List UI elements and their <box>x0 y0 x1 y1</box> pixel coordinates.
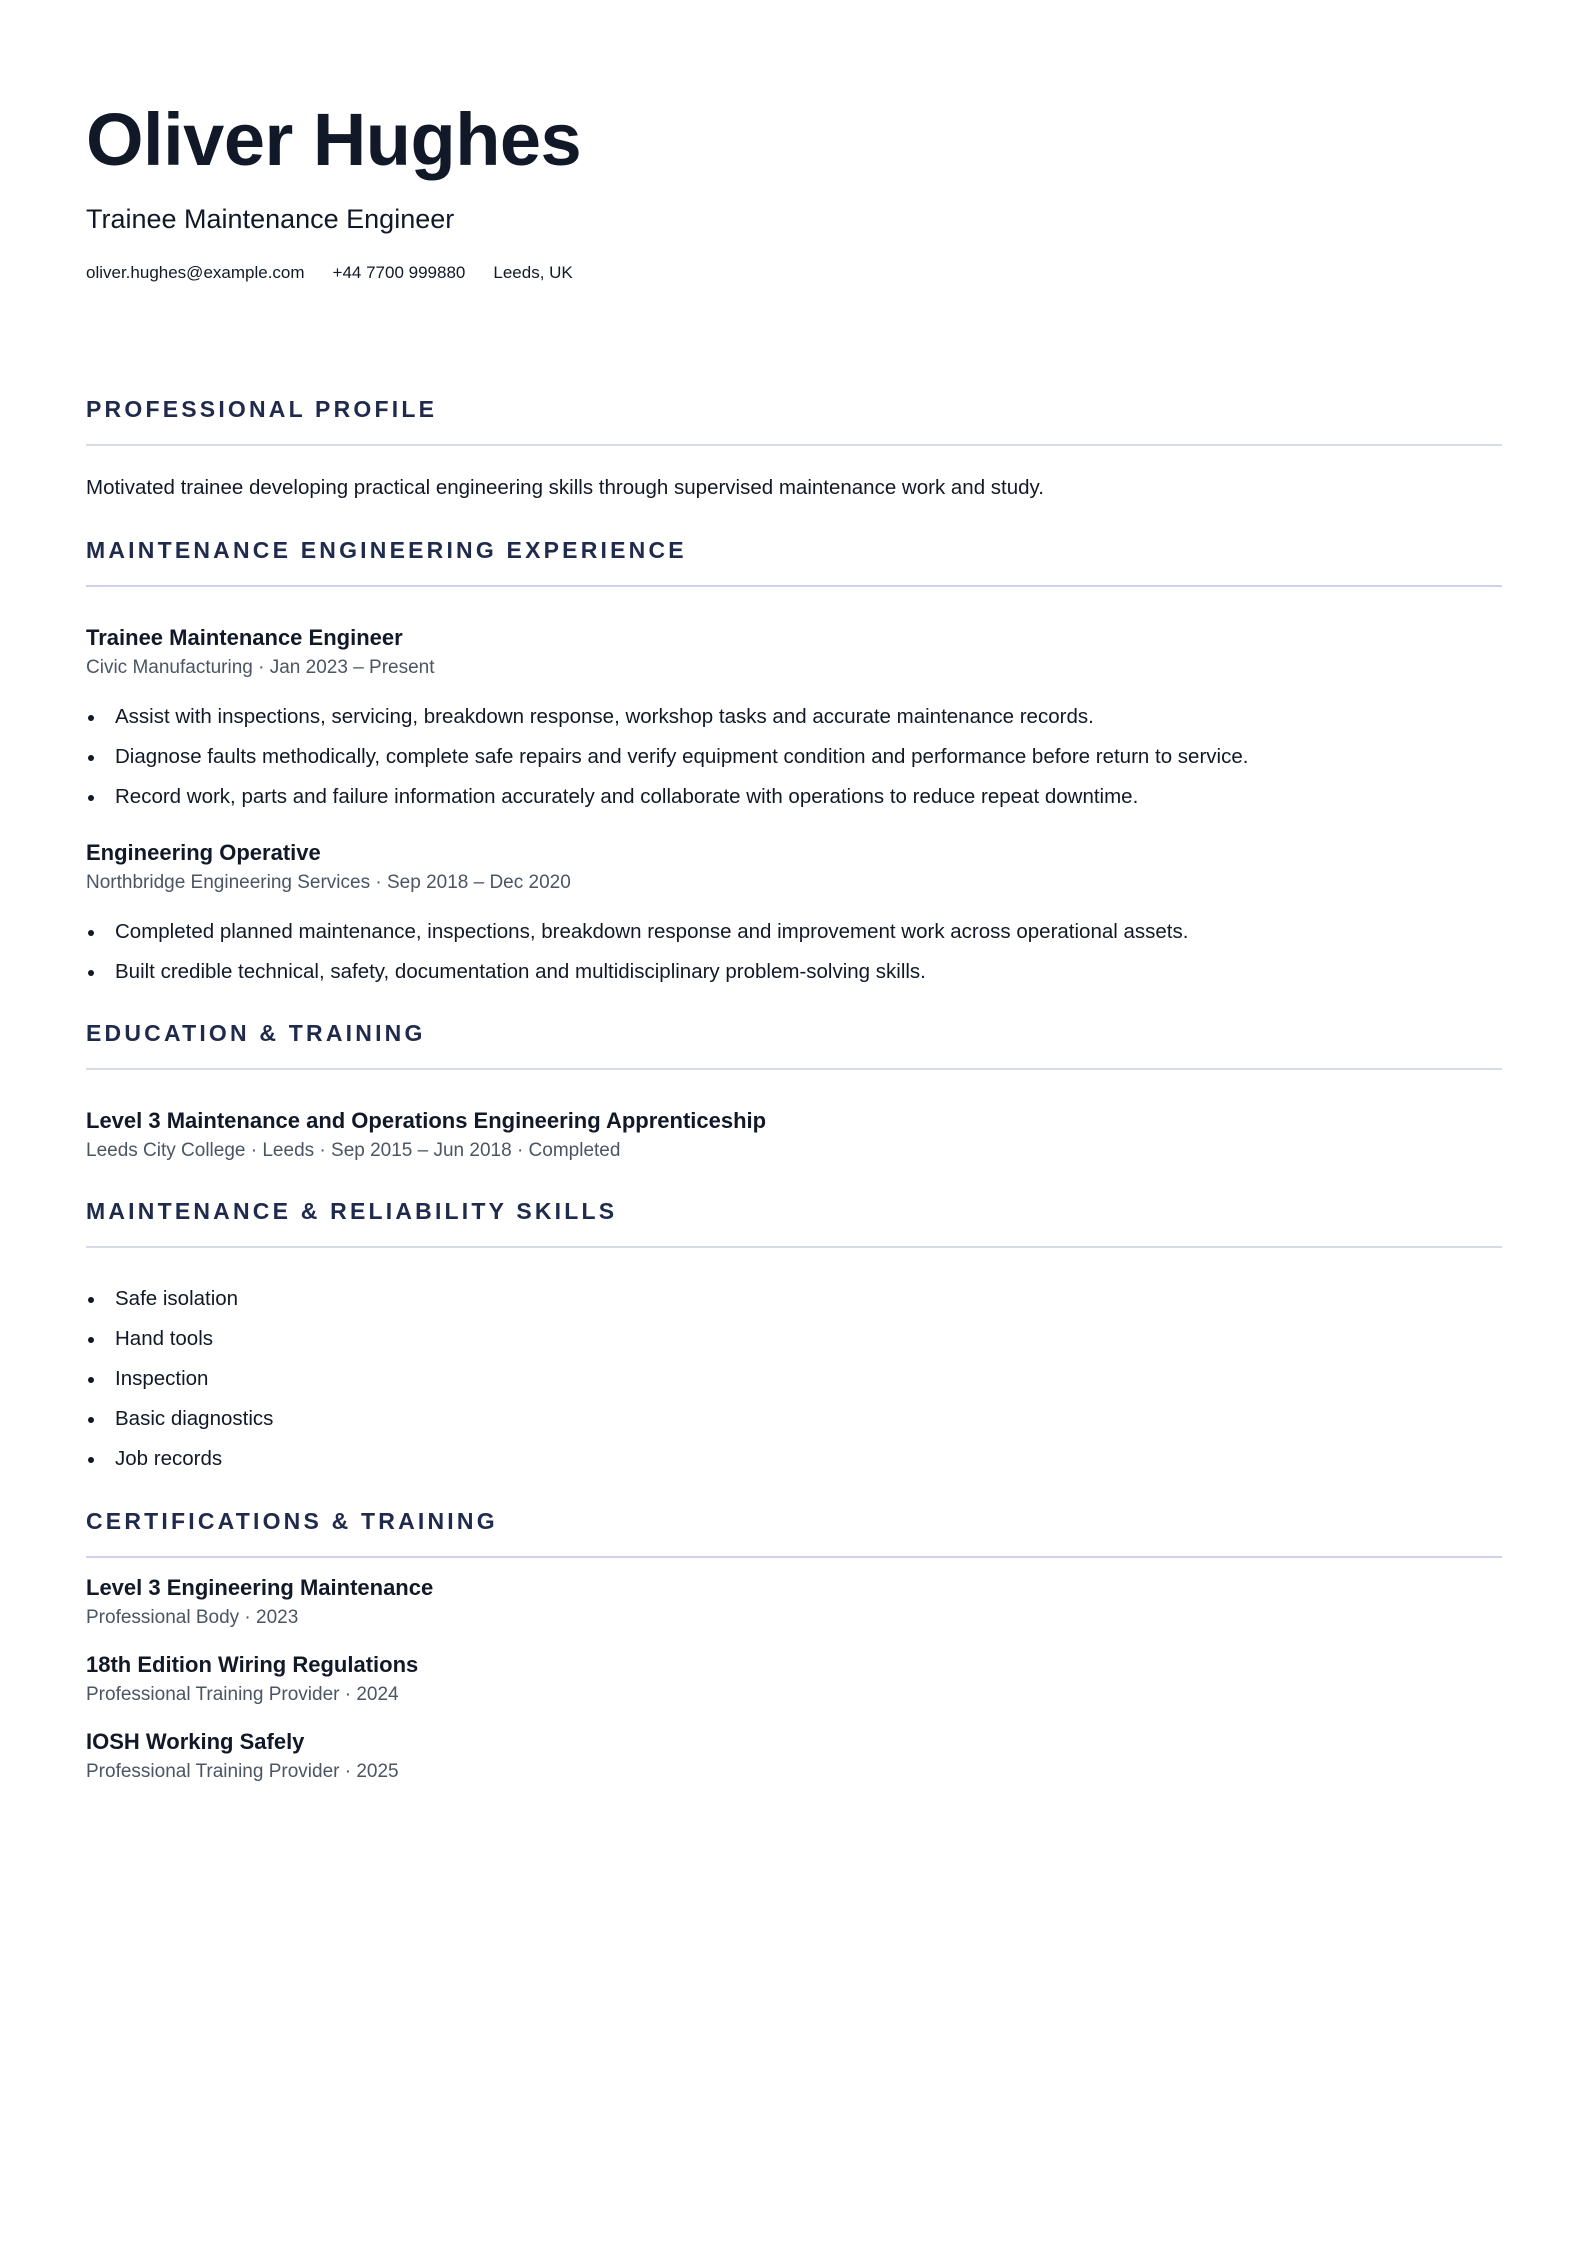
certifications-heading: CERTIFICATIONS & TRAINING <box>86 1508 498 1534</box>
profile-summary: Motivated trainee developing practical engineering skills through supervised maintenance work and study. <box>86 476 1044 499</box>
certification-meta: Professional Body · 2023 <box>86 1607 299 1628</box>
skill-item: Inspection <box>86 1365 1502 1393</box>
skill-item: Job records <box>86 1445 1502 1473</box>
section-divider <box>86 1246 1502 1248</box>
certification-name: Level 3 Engineering Maintenance <box>86 1575 434 1600</box>
education-heading: EDUCATION & TRAINING <box>86 1020 426 1046</box>
job-meta: Civic Manufacturing · Jan 2023 – Present <box>86 657 435 678</box>
profile-heading: PROFESSIONAL PROFILE <box>86 396 438 422</box>
section-divider <box>86 1556 1502 1558</box>
profile-section <box>86 394 1502 502</box>
job-entry <box>86 839 1502 986</box>
certification-entry <box>86 1728 1502 1785</box>
job-meta: Northbridge Engineering Services · Sep 2018 – Dec 2020 <box>86 872 571 893</box>
experience-heading: MAINTENANCE ENGINEERING EXPERIENCE <box>86 537 687 563</box>
certification-name: IOSH Working Safely <box>86 1729 305 1754</box>
skill-item: Hand tools <box>86 1325 1502 1353</box>
candidate-name: Oliver Hughes <box>86 98 582 181</box>
job-bullet: Completed planned maintenance, inspections, breakdown response and improvement work across operational assets. <box>86 918 1502 946</box>
certification-meta: Professional Training Provider · 2025 <box>86 1761 399 1782</box>
education-meta: Leeds City College · Leeds · Sep 2015 – Jun 2018 · Completed <box>86 1140 621 1161</box>
certification-meta: Professional Training Provider · 2024 <box>86 1684 399 1705</box>
section-divider <box>86 585 1502 587</box>
skill-item: Basic diagnostics <box>86 1405 1502 1433</box>
contact-location: Leeds, UK <box>493 263 573 282</box>
skills-list <box>86 1285 1502 1473</box>
job-bullet: Built credible technical, safety, documentation and multidisciplinary problem-solving skills. <box>86 958 1502 986</box>
contact-phone[interactable]: +44 7700 999880 <box>332 263 466 282</box>
job-entry <box>86 624 1502 811</box>
job-bullets <box>86 918 1502 986</box>
candidate-headline: Trainee Maintenance Engineer <box>86 204 455 234</box>
job-bullet: Assist with inspections, servicing, breakdown response, workshop tasks and accurate maintenance records. <box>86 703 1502 731</box>
job-bullets <box>86 703 1502 811</box>
skills-section <box>86 1196 1502 1473</box>
skills-heading: MAINTENANCE & RELIABILITY SKILLS <box>86 1198 618 1224</box>
contact-row <box>86 262 1502 284</box>
job-bullet: Record work, parts and failure information accurately and collaborate with operations to reduce repeat downtime. <box>86 783 1502 811</box>
education-section <box>86 1018 1502 1164</box>
certification-entry <box>86 1574 1502 1631</box>
job-role: Engineering Operative <box>86 840 321 865</box>
certification-name: 18th Edition Wiring Regulations <box>86 1652 419 1677</box>
education-name: Level 3 Maintenance and Operations Engineering Apprenticeship <box>86 1108 767 1133</box>
resume-header <box>86 98 1502 284</box>
section-divider <box>86 1068 1502 1070</box>
job-bullet: Diagnose faults methodically, complete safe repairs and verify equipment condition and performance before return to service. <box>86 743 1502 771</box>
contact-email[interactable]: oliver.hughes@example.com <box>86 263 305 282</box>
job-role: Trainee Maintenance Engineer <box>86 625 403 650</box>
certification-entry <box>86 1651 1502 1708</box>
certifications-section <box>86 1506 1502 1785</box>
section-divider <box>86 444 1502 446</box>
skill-item: Safe isolation <box>86 1285 1502 1313</box>
experience-section <box>86 535 1502 986</box>
education-entry <box>86 1107 1502 1164</box>
